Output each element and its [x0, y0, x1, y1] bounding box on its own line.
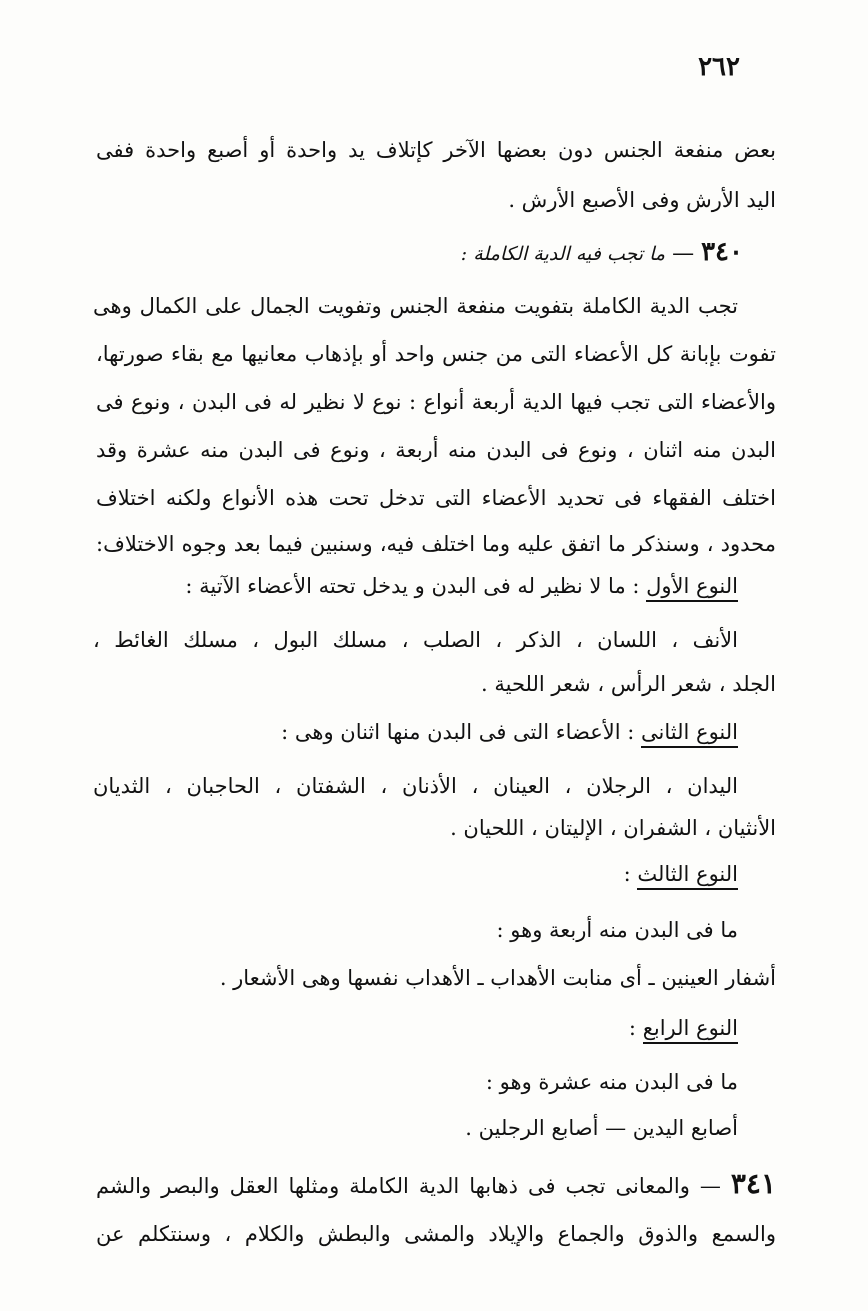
type-2-label: النوع الثانى	[641, 720, 738, 748]
type-2-heading	[281, 712, 738, 752]
paragraph-340-line-3: والأعضاء التى تجب فيها الدية أربعة أنواع : نوع لا نظير له فى البدن ، ونوع فى	[96, 390, 776, 414]
section-340-dash: —	[672, 241, 695, 266]
section-340-title: ما تجب فيه الدية الكاملة :	[460, 243, 666, 265]
type-1-line-1: الأنف ، اللسان ، الذكر ، الصلب ، مسلك البول ، مسلك الغائط ،	[93, 628, 738, 652]
type-3-line-2: أشفار العينين ـ أى منابت الأهداب ـ الأهداب نفسها وهى الأشعار .	[219, 966, 776, 990]
type-2-line-2: الأنثيان ، الشفران ، الإليتان ، اللحيان .	[450, 816, 776, 840]
section-341-line-1	[96, 1164, 776, 1206]
type-3-label: النوع الثالث	[637, 862, 738, 890]
section-340-number: ٣٤٠	[701, 237, 743, 267]
type-4-line-2: أصابع اليدين — أصابع الرجلين .	[465, 1116, 738, 1140]
paragraph-340-line-5: اختلف الفقهاء فى تحديد الأعضاء التى تدخل تحت هذه الأنواع ولكنه اختلاف	[96, 486, 776, 510]
type-3-line-1: ما فى البدن منه أربعة وهو :	[496, 918, 738, 942]
paragraph-340-line-6: محدود ، وسنذكر ما اتفق عليه وما اختلف فيه، وسنبين فيما بعد وجوه الاختلاف:	[96, 532, 776, 556]
intro-line-2: اليد الأرش وفى الأصبع الأرش .	[508, 188, 776, 212]
type-1-label: النوع الأول	[646, 574, 738, 602]
type-1-heading	[185, 566, 738, 606]
type-3-rest: :	[623, 862, 631, 886]
type-4-heading	[629, 1008, 738, 1048]
section-341-line-2: والسمع والذوق والجماع والإيلاد والمشى والبطش والكلام ، وسنتكلم عن	[96, 1222, 776, 1246]
type-1-rest: : ما لا نظير له فى البدن و يدخل تحته الأعضاء الآتية :	[185, 574, 640, 598]
section-340-heading	[461, 232, 743, 274]
type-4-label: النوع الرابع	[643, 1016, 738, 1044]
type-3-heading	[624, 854, 738, 894]
page-number: ٢٦٢	[698, 52, 740, 82]
intro-line-1: بعض منفعة الجنس دون بعضها الآخر كإتلاف يد واحدة أو أصبع واحدة ففى	[96, 138, 776, 162]
paragraph-340-line-4: البدن منه اثنان ، ونوع فى البدن منه أربعة ، ونوع فى البدن منه عشرة وقد	[96, 438, 776, 462]
type-2-line-1: اليدان ، الرجلان ، العينان ، الأذنان ، الشفتان ، الحاجبان ، الثديان	[93, 774, 738, 798]
section-341-number: ٣٤١	[730, 1167, 776, 1200]
type-1-line-2: الجلد ، شعر الرأس ، شعر اللحية .	[481, 672, 776, 696]
type-4-line-1: ما فى البدن منه عشرة وهو :	[485, 1070, 738, 1094]
type-4-rest: :	[628, 1016, 636, 1040]
section-341-first-line-text: — والمعانى تجب فى ذهابها الدية الكاملة ومثلها العقل والبصر والشم	[96, 1174, 721, 1198]
paragraph-340-line-2: تفوت بإبانة كل الأعضاء التى من جنس واحد أو بإذهاب معانيها مع بقاء صورتها،	[96, 342, 776, 366]
type-2-rest: : الأعضاء التى فى البدن منها اثنان وهى :	[281, 720, 635, 744]
paragraph-340-line-1: تجب الدية الكاملة بتفويت منفعة الجنس وتفويت الجمال على الكمال وهى	[93, 294, 738, 318]
